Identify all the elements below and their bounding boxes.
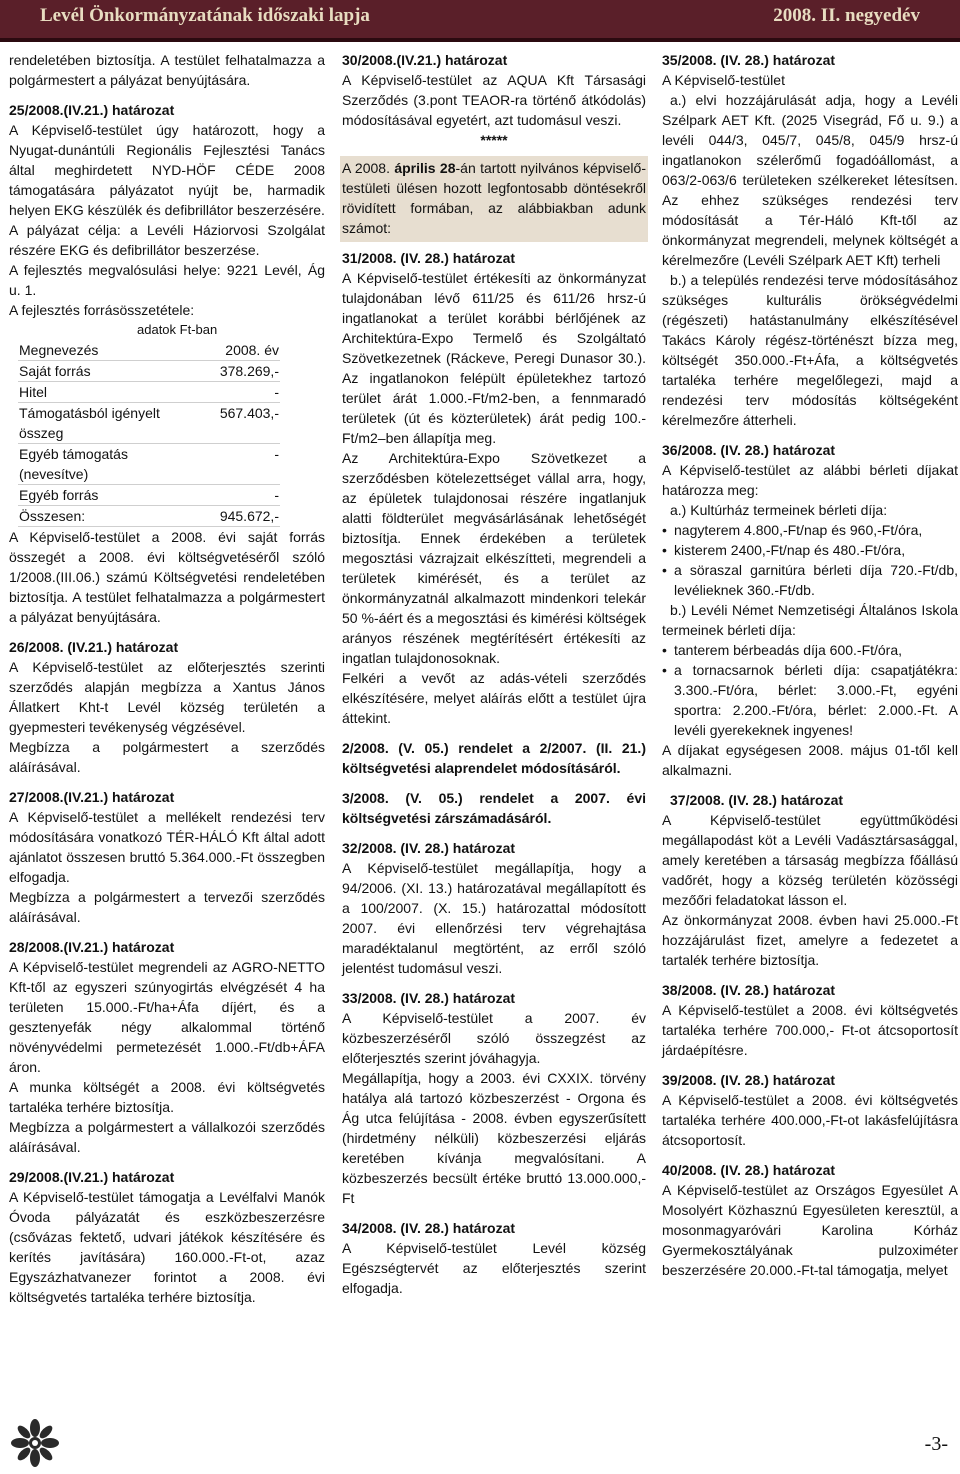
paragraph: A Képviselő-testület az AQUA Kft Társasági Szerződés (3.pont TEAOR-ra történő átkódolás) módosításával egyetért, azt tudomásul veszi.: [342, 72, 646, 128]
resolution-heading: 27/2008.(IV.21.) határozat: [9, 789, 175, 805]
table-row: [18, 403, 280, 444]
table-note: adatok Ft-ban: [137, 322, 218, 337]
intro-text: A 2008.: [342, 160, 395, 176]
paragraph: A Képviselő-testület a 2008. évi saját forrás összegét a 2008. évi költségvetéséről szóló 1/2008.(III.06.) számú Költségvetési rendeletében biztosítja. A testület felhatalmazza a polgármestert a pályázat benyújtására.: [9, 529, 325, 625]
list-item: • nagyterem 4.800,-Ft/nap és 960,-Ft/óra,: [662, 520, 958, 540]
session-date: április 28: [394, 160, 456, 176]
resolution-heading: 26/2008. (IV.21.) határozat: [9, 639, 179, 655]
paragraph: Megbízza a polgármestert a tervezői szerződés aláírásával.: [9, 889, 325, 925]
resolution-heading: 31/2008. (IV. 28.) határozat: [342, 250, 516, 266]
paragraph: Megállapítja, hogy a 2003. évi CXXIX. törvény hatálya alá tartozó közbeszerzést - Orgona és Ág utca felújítása - 2008. évben egyszerűsített (hirdetmény nélküli) közbeszerzési eljárás keretében kívánja megvalósítani. A közbeszerzés becsült értéke bruttó 13.000.000,-Ft: [342, 1070, 646, 1206]
paragraph: a.) Kultúrház termeinek bérleti díja:: [670, 502, 888, 518]
intro-text: -án tartott nyilvános képviselő-testületi ülésen hozott legfontosabb döntésekről rövidített formában, az alábbiakban adunk számot:: [342, 160, 646, 236]
paragraph: A fejlesztés forrásösszetétele:: [9, 302, 195, 318]
paragraph: A Képviselő-testület az Országos Egyesület A Mosolyért Közhasznú Egyesületen keresztül, a mosonmagyaróvári Karolina Kórház Gyermekosztályának pulzoximéter beszerzésére 20.000.-Ft-tal támogatja, melyet: [662, 1182, 958, 1278]
table-cell-label: Egyéb támogatás (nevesítve): [18, 444, 192, 485]
flower-ornament-icon: [8, 1416, 62, 1470]
resolution-heading: 32/2008. (IV. 28.) határozat: [342, 840, 516, 856]
column-2: [342, 50, 646, 1298]
issue-label: 2008. II. negyedév: [773, 5, 920, 26]
list-item: • a söraszal garnitúra bérleti díja 720.-Ft/db, levélieknek 360.-Ft/db.: [662, 560, 958, 600]
session-intro: [342, 158, 646, 238]
resolution-heading: 25/2008.(IV.21.) határozat: [9, 102, 175, 118]
paragraph: A Képviselő-testület megállapítja, hogy a 94/2006. (XI. 13.) határozatával megállapított és a 100/2007. (X. 15.) határozattal módosított 2007. évi ellenőrzési terv végrehajtása maradéktalanul megtörtént, az erről szóló jelentést tudomásul veszi.: [342, 860, 646, 976]
table-cell-label: Támogatásból igényelt összeg: [18, 403, 192, 444]
paragraph: Felkéri a vevőt az adás-vételi szerződés elkészítésére, melyet aláírás előtt a testület újra áttekint.: [342, 670, 646, 726]
paragraph: a.) elvi hozzájárulását adja, hogy a Levéli Szélpark AET Kft. (2025 Visegrád, Fő u. 9.) a levéli 044/3, 045/7, 045/8, 045/9 hrsz-ú ingatlanokon szélerőmű fogadóállomást, a 063/2-063/6 területeken szélkereket létesítsen. Az ehhez szükséges rendezési terv módosítását a Tér-Háló Kft-től az önkormányzat megrendeli, melynek költségét a kérelmezőre (Levéli Szélpark AET Kft) terheli: [662, 92, 958, 268]
paragraph: A Képviselő-testület úgy határozott, hogy a Nyugat-dunántúli Regionális Fejlesztési Tanács által meghirdetett NYD-HÖF CÉDE 2008 támogatására pályázatot nyújt be, harmadik helyen EKG készülék és defibrillátor beszerzésére.: [9, 122, 325, 218]
paragraph: A Képviselő-testület a 2007. év közbeszerzéséről szóló összegzést az előterjesztés szerint jóváhagyja.: [342, 1010, 646, 1066]
paragraph: Az önkormányzat 2008. évben havi 25.000.-Ft hozzájárulást fizet, amelyre a fedezetet a tartalék terhére biztosítja.: [662, 912, 958, 968]
paragraph: b.) Levéli Német Nemzetiségi Általános Iskola termeinek bérleti díja:: [662, 602, 958, 638]
decree-heading: 3/2008. (V. 05.) rendelet a 2007. évi költségvetési zárszámadásáról.: [342, 790, 646, 826]
table-row: [18, 485, 280, 506]
resolution-heading: 40/2008. (IV. 28.) határozat: [662, 1162, 836, 1178]
session-summary-box: [340, 156, 648, 242]
paragraph: A díjakat egységesen 2008. május 01-től kell alkalmazni.: [662, 742, 958, 778]
page-number: -3-: [924, 1433, 948, 1455]
table-cell-label: Hitel: [18, 382, 192, 403]
table-cell-value: 567.403,-: [192, 403, 280, 444]
paragraph: Megbízza a polgármestert a vállalkozói szerződés aláírásával.: [9, 1119, 325, 1155]
resolution-heading: 34/2008. (IV. 28.) határozat: [342, 1220, 516, 1236]
paragraph: Megbízza a polgármestert a szerződés aláírásával.: [9, 739, 325, 775]
resolution-heading: 38/2008. (IV. 28.) határozat: [662, 982, 836, 998]
table-cell-value: 2008. év: [192, 340, 280, 361]
paragraph: A Képviselő-testület az előterjesztés szerinti szerződés alapján megbízza a Xantus János Állatkert Kht-t Levél község területén a gyepmesteri tevékenység végzésével.: [9, 659, 325, 735]
resolution-heading: 37/2008. (IV. 28.) határozat: [670, 792, 844, 808]
paragraph: A Képviselő-testület Levél község Egészségtervét az előterjesztés szerint elfogadja.: [342, 1240, 646, 1296]
list-item: • a tornacsarnok bérleti díja: csapatjátékra: 3.300.-Ft/óra, bérlet: 3.000.-Ft, egyéni sportra: 2.200.-Ft/óra, bérlet: 2.000.-Ft. A levéli gyerekeknek ingyenes!: [662, 660, 958, 740]
table-row: [18, 361, 280, 382]
funding-table: [18, 340, 280, 527]
column-1: [9, 50, 325, 1307]
page-header: [0, 0, 960, 42]
publication-title: Levél Önkormányzatának időszaki lapja: [40, 5, 370, 26]
table-row: [18, 340, 280, 361]
table-cell-label: Saját forrás: [18, 361, 192, 382]
table-cell-label: Egyéb forrás: [18, 485, 192, 506]
resolution-heading: 35/2008. (IV. 28.) határozat: [662, 52, 836, 68]
table-cell-value: -: [192, 485, 280, 506]
resolution-heading: 30/2008.(IV.21.) határozat: [342, 52, 508, 68]
decree-heading: 2/2008. (V. 05.) rendelet a 2/2007. (II. 21.) költségvetési alaprendelet módosításáról.: [342, 740, 646, 776]
paragraph: A Képviselő-testület támogatja a Levélfalvi Manók Óvoda pályázatát és eszközbeszerzésre (csővázas fektető, udvari játékok készítésére és kerítés javítására) 160.000.-Ft-ot, azaz Egyszázhatvanezer forintot a 2008. évi költségvetés tartaléka terhére biztosítja.: [9, 1189, 325, 1305]
resolution-heading: 39/2008. (IV. 28.) határozat: [662, 1072, 836, 1088]
paragraph: Az Architektúra-Expo Szövetkezet a szerződésben kötelezettséget vállal arra, hogy, az épületek tulajdonosai részére ingatlanjuk alatti földterület megvásárlásának lehetőségét biztosítja. Ennek érdekében a területek megosztási vázrajzait elkészítteti, megrendeli a területek kimérését, és a terület az önkormányzatnál alkalmazott mindenkori telekár 50 %-áért és a megosztási és kimérési költségek arányos részének megtérítésért értékesíti az ingatlan tulajdonosoknak.: [342, 450, 646, 666]
separator-stars: *****: [480, 132, 508, 148]
resolution-heading: 33/2008. (IV. 28.) határozat: [342, 990, 516, 1006]
paragraph: A fejlesztés megvalósulási helye: 9221 Levél, Ág u. 1.: [9, 262, 325, 298]
resolution-heading: 29/2008.(IV.21.) határozat: [9, 1169, 175, 1185]
table-cell-value: -: [192, 444, 280, 485]
fee-list: [662, 520, 958, 600]
resolution-heading: 28/2008.(IV.21.) határozat: [9, 939, 175, 955]
list-item: • tanterem bérbeadás díja 600.-Ft/óra,: [662, 640, 958, 660]
paragraph: A Képviselő-testület a 2008. évi költségvetés tartaléka terhére 700.000,- Ft-ot átcsoportosít járdaépítésre.: [662, 1002, 958, 1058]
table-cell-value: 945.672,-: [192, 506, 280, 527]
table-row: [18, 382, 280, 403]
paragraph: A munka költségét a 2008. évi költségvetés tartaléka terhére biztosítja.: [9, 1079, 325, 1115]
paragraph: A Képviselő-testület a mellékelt rendezési terv módosítására vonatkozó TÉR-HÁLÓ Kft által adott ajánlatot összesen bruttó 5.364.000.-Ft összegben elfogadja.: [9, 809, 325, 885]
column-3: [662, 50, 958, 1280]
table-cell-value: 378.269,-: [192, 361, 280, 382]
table-cell-label: Megnevezés: [18, 340, 192, 361]
table-row: [18, 444, 280, 485]
paragraph: A pályázat célja: a Levéli Háziorvosi Szolgálat részére EKG és defibrillátor beszerzése.: [9, 222, 325, 258]
paragraph: A Képviselő-testület: [662, 72, 785, 88]
paragraph: A Képviselő-testület az alábbi bérleti díjakat határozza meg:: [662, 462, 958, 498]
paragraph: A Képviselő-testület a 2008. évi költségvetés tartaléka terhére 400.000,-Ft-ot lakásfelújításra átcsoportosít.: [662, 1092, 958, 1148]
table-row: [18, 506, 280, 527]
paragraph: b.) a település rendezési terve módosításához szükséges kulturális örökségvédelmi (régészeti) hatástanulmány elkészítésével Takács Károly régész-történészt bízza meg, költségét 350.000.-Ft+Áfa, a költségvetés tartaléka terhére megelőlegezi, majd a rendezési terv módosítás költségeként kérelmezőre átterheli.: [662, 272, 958, 428]
table-cell-value: -: [192, 382, 280, 403]
paragraph: rendeletében biztosítja. A testület felhatalmazza a polgármestert a pályázat benyújtására.: [9, 52, 325, 88]
fee-list: [662, 640, 958, 740]
table-cell-label: Összesen:: [18, 506, 192, 527]
paragraph: A Képviselő-testület megrendeli az AGRO-NETTO Kft-től az egyszeri szúnyogirtás elvégzését 4 ha területen 15.000.-Ft/ha+Áfa díjért, és a gesztenyefák négy alkalommal történő növényvédelmi permetezését 1.000.-Ft/db+ÁFA áron.: [9, 959, 325, 1075]
list-item: • kisterem 2400,-Ft/nap és 480.-Ft/óra,: [662, 540, 958, 560]
paragraph: A Képviselő-testület együttműködési megállapodást köt a Levéli Vadásztársasággal, amely keretében a társaság megbízza főállású vadőrét, hogy a község területén közösségi mezőőri feladatokat lásson el.: [662, 812, 958, 908]
resolution-heading: 36/2008. (IV. 28.) határozat: [662, 442, 836, 458]
paragraph: A Képviselő-testület értékesíti az önkormányzat tulajdonában lévő 611/25 és 611/26 hrsz-ú ingatlanokat a terület korábbi bérlőjének az Architektúra-Expo Termelő és Szolgáltató Szövetkezetnek (Ráckeve, Peregi Dunasor 30.). Az ingatlanokon felépült épületekhez tartozó terület árát 1.000.-Ft/m2-ben, a fennmaradó területek (út és közterületek) árát pedig 100.-Ft/m2–ben állapítja meg.: [342, 270, 646, 446]
